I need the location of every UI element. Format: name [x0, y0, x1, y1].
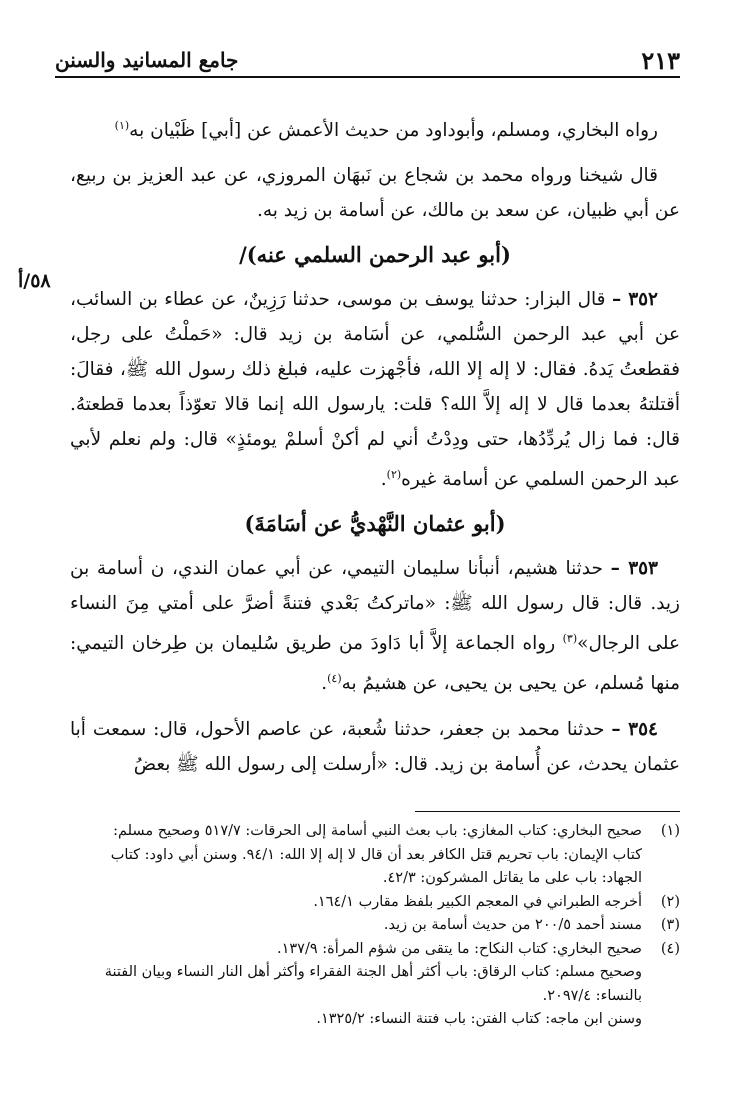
section-heading-abu-abd-al-rahman: (أبو عبد الرحمن السلمي عنه)/ [239, 242, 511, 268]
footnote-line: الجهاد: باب على ما يقاتل المشركون: ٤٢/٣. [382, 870, 642, 886]
footnote-line: بالنساء: ٢٠٩٧/٤. [542, 987, 642, 1004]
hadith-352: ٣٥٢ – قال البزار: حدثنا يوسف بن موسى، حدثنا رَزِينٌ، عن عطاء بن السائب، عن أبي عبد الرحمن السُّلمي، عن أسَامة بن زيد قال: «حَملْتُ على رجل، فقطعتُ يَدهُ. فقال: لا إله إلا الله، فأجْهزت عليه، فبلغ ذلك رسول الله ﷺ، فقالَ: أقتلتهُ بعدما قال لا إله إلاَّ الله؟ قلت: يارسول الله إنما قالا تعوّذاً بعدما قطعتهُ. قال: فما زال يُردِّدُها، حتى ودِدْتُ أني لم أكنْ أسلمْ يومئذٍ» قال: ولم نعلم لأبي عبد الرحمن السلمي عن أسامة غيره$^{(٢)}$. [70, 289, 680, 491]
running-title: جامع المسانيد والسنن [55, 48, 239, 72]
hadith-353-number: ٣٥٣ – [610, 558, 658, 580]
main-text [70, 108, 680, 792]
footnote-text [70, 938, 642, 1032]
hadith-353: ٣٥٣ – حدثنا هشيم، أنبأنا سليمان التيمي، عن أبي عمان الندي، ن أسامة بن زيد. قال: قال رسول الله ﷺ: «ماتركتُ بَعْدي فتنةً أضرَّ على أمتي مِنَ النساء على الرجال»$^{(٣)}$ رواه الجماعة إلاَّ أبا دَاودَ من طريق سُليمان بن طِرخان التيمي: منها مُسلم، عن يحيى بن يحيى، عن هشيمُ به$^{(٤)}$. [70, 558, 680, 695]
footnote-text [70, 891, 642, 915]
footnote-number: (١) [660, 823, 680, 839]
footnote-2 [70, 891, 680, 915]
section-heading-abu-uthman: (أبو عثمان النَّهْديُّ عن أسَامَةَ) [244, 511, 506, 537]
footnote-number: (٣) [660, 917, 680, 933]
paragraph-1-text: رواه البخاري، ومسلم، وأبوداود من حديث الأعمش عن [أبي] ظَبْيان به [129, 120, 658, 142]
footnote-divider [415, 811, 680, 812]
page-header [55, 40, 680, 78]
footnote-ref-4: (٤) [327, 672, 342, 686]
footnote-3 [70, 914, 680, 938]
footnote-line: وسنن ابن ماجه: كتاب الفتن: باب فتنة النساء: ١٣٢٥/٢. [316, 1011, 642, 1027]
footnote-line: مسند أحمد ٢٠٠/٥ من حديث أسامة بن زيد. [383, 917, 642, 933]
hadith-354 [70, 712, 680, 782]
hadith-352-number: ٣٥٢ – [611, 289, 658, 311]
paragraph-2: قال شيخنا ورواه محمد بن شجاع بن نَبهَان المروزي، عن عبد العزيز بن ربيع، عن أبي ظبيان، عن سعد بن مالك، عن أسامة بن زيد به. [70, 165, 680, 222]
footnote-text [70, 820, 642, 891]
hadith-354-text: حدثنا محمد بن جعفر، حدثنا شُعبة، عن عاصم الأحول، قال: سمعت أبا عثمان يحدث، عن أُسامة بن زيد. قال: «أرسلت إلى رسول الله ﷺ بعضُ [70, 718, 680, 775]
paragraph-1 [70, 108, 680, 148]
margin-folio-note: ٥٨/أ [18, 270, 51, 292]
hadith-353-text-b: رواه الجماعة إلاَّ أبا دَاودَ من طريق سُليمان بن طِرخان التيمي: منها مُسلم، عن يحيى بن يحيى، عن هشيمُ به [70, 633, 680, 695]
page-number: ٢١٣ [641, 46, 680, 75]
footnote-text [70, 914, 642, 938]
footnote-line: وصحيح مسلم: كتاب الرقاق: باب أكثر أهل الجنة الفقراء وأكثر أهل النار النساء وبيان الفتنة [104, 964, 642, 980]
footnote-number: (٤) [660, 940, 680, 957]
hadith-353-text: حدثنا هشيم، أنبأنا سليمان التيمي، عن أبي عمان الندي، ن أسامة بن زيد. قال: قال رسول الله ﷺ: «ماتركتُ بَعْدي فتنةً أضرَّ على أمتي مِنَ النساء على الرجال» [70, 558, 680, 655]
footnote-line: كتاب الإيمان: باب تحريم قتل الكافر بعد أن قال لا إله إلا الله: ٩٤/١. وسنن أبي داود: كتاب [110, 846, 642, 863]
footnote-1 [70, 820, 680, 891]
footnote-4 [70, 938, 680, 1032]
footnote-ref-1: (١) [114, 119, 130, 132]
footnote-number: (٢) [660, 893, 680, 910]
footnote-line: أخرجه الطبراني في المعجم الكبير بلفظ مقارب ١٦٤/١. [313, 893, 642, 910]
hadith-354-number: ٣٥٤ – [611, 718, 658, 740]
footnote-ref-3: (٣) [562, 632, 578, 646]
hadith-352-text: قال البزار: حدثنا يوسف بن موسى، حدثنا رَزِينٌ، عن عطاء بن السائب، عن أبي عبد الرحمن السُّلمي، عن أسَامة بن زيد قال: «حَملْتُ على رجل، فقطعتُ يَدهُ. فقال: لا إله إلا الله، فأجْهزت عليه، فبلغ ذلك رسول الله ﷺ، فقالَ: أقتلتهُ بعدما قال لا إله إلاَّ الله؟ قلت: يارسول الله إنما قالا تعوّذاً بعدما قطعتهُ. قال: فما زال يُردِّدُها، حتى ودِدْتُ أني لم أكنْ أسلمْ يومئذٍ» قال: ولم نعلم لأبي عبد الرحمن السلمي عن أسامة غيره [70, 289, 680, 491]
footnote-line: صحيح البخاري: كتاب النكاح: ما يتقى من شؤم المرأة: ١٣٧/٩. [276, 940, 642, 957]
footnotes [70, 820, 680, 1032]
footnote-ref-2: (٢) [386, 468, 402, 482]
footnote-line: صحيح البخاري: كتاب المغازي: باب بعث النبي أسامة إلى الحرقات: ٥١٧/٧ وصحيح مسلم: [113, 823, 642, 839]
